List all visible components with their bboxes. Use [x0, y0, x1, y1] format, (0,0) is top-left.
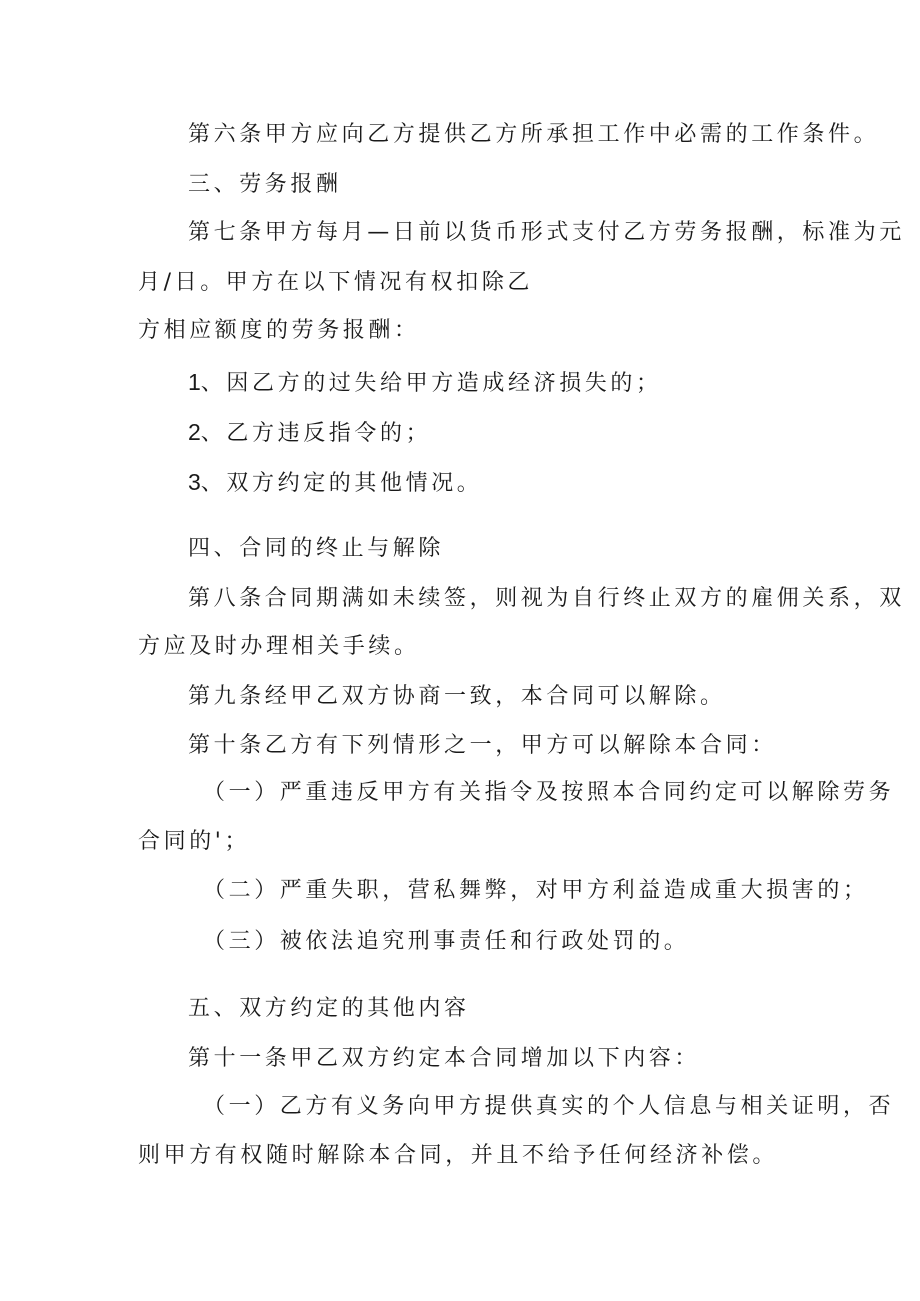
article-10-item-1-line-2: 合同的'； [138, 829, 251, 854]
article-7-line-3: 方相应额度的劳务报酬： [138, 318, 420, 343]
list-item-1 [188, 371, 662, 395]
article-10-item-1-line-1: （一）严重违反甲方有关指令及按照本合同约定可以解除劳务 [203, 780, 895, 805]
section-4-heading: 四、合同的终止与解除 [188, 536, 445, 561]
article-10-paragraph: 第十条乙方有下列情形之一，甲方可以解除本合同： [188, 733, 777, 758]
article-6-paragraph: 第六条甲方应向乙方提供乙方所承担工作中必需的工作条件。 [188, 122, 880, 147]
article-8-line-1: 第八条合同期满如未续签，则视为自行终止双方的雇佣关系，双 [188, 586, 905, 611]
article-10-item-3: （三）被依法追究刑事责任和行政处罚的。 [203, 929, 690, 954]
article-7-line-2: 月/日。甲方在以下情况有权扣除乙 [138, 270, 534, 295]
article-11-item-1-line-1: （一）乙方有义务向甲方提供真实的个人信息与相关证明，否 [203, 1094, 895, 1119]
article-10-item-2: （二）严重失职，营私舞弊，对甲方利益造成重大损害的； [203, 878, 869, 903]
list-item-3 [188, 471, 482, 495]
list-number: 3 [188, 469, 201, 495]
list-item-2 [188, 421, 431, 445]
article-7-line-1: 第七条甲方每月—日前以货币形式支付乙方劳务报酬，标准为元 [188, 220, 905, 245]
list-item-text: 、乙方违反指令的； [200, 421, 432, 446]
article-8-line-2: 方应及时办理相关手续。 [138, 634, 420, 659]
article-9-paragraph: 第九条经甲乙双方协商一致，本合同可以解除。 [188, 684, 726, 709]
list-item-text: 、因乙方的过失给甲方造成经济损失的； [200, 371, 662, 396]
section-3-heading: 三、劳务报酬 [188, 172, 342, 197]
article-11-paragraph: 第十一条甲乙双方约定本合同增加以下内容： [188, 1046, 701, 1071]
list-number: 1 [188, 369, 201, 395]
section-5-heading: 五、双方约定的其他内容 [188, 996, 470, 1021]
article-11-item-1-line-2: 则甲方有权随时解除本合同，并且不给予任何经济补偿。 [138, 1143, 779, 1168]
list-item-text: 、双方约定的其他情况。 [200, 471, 483, 496]
list-number: 2 [188, 419, 201, 445]
